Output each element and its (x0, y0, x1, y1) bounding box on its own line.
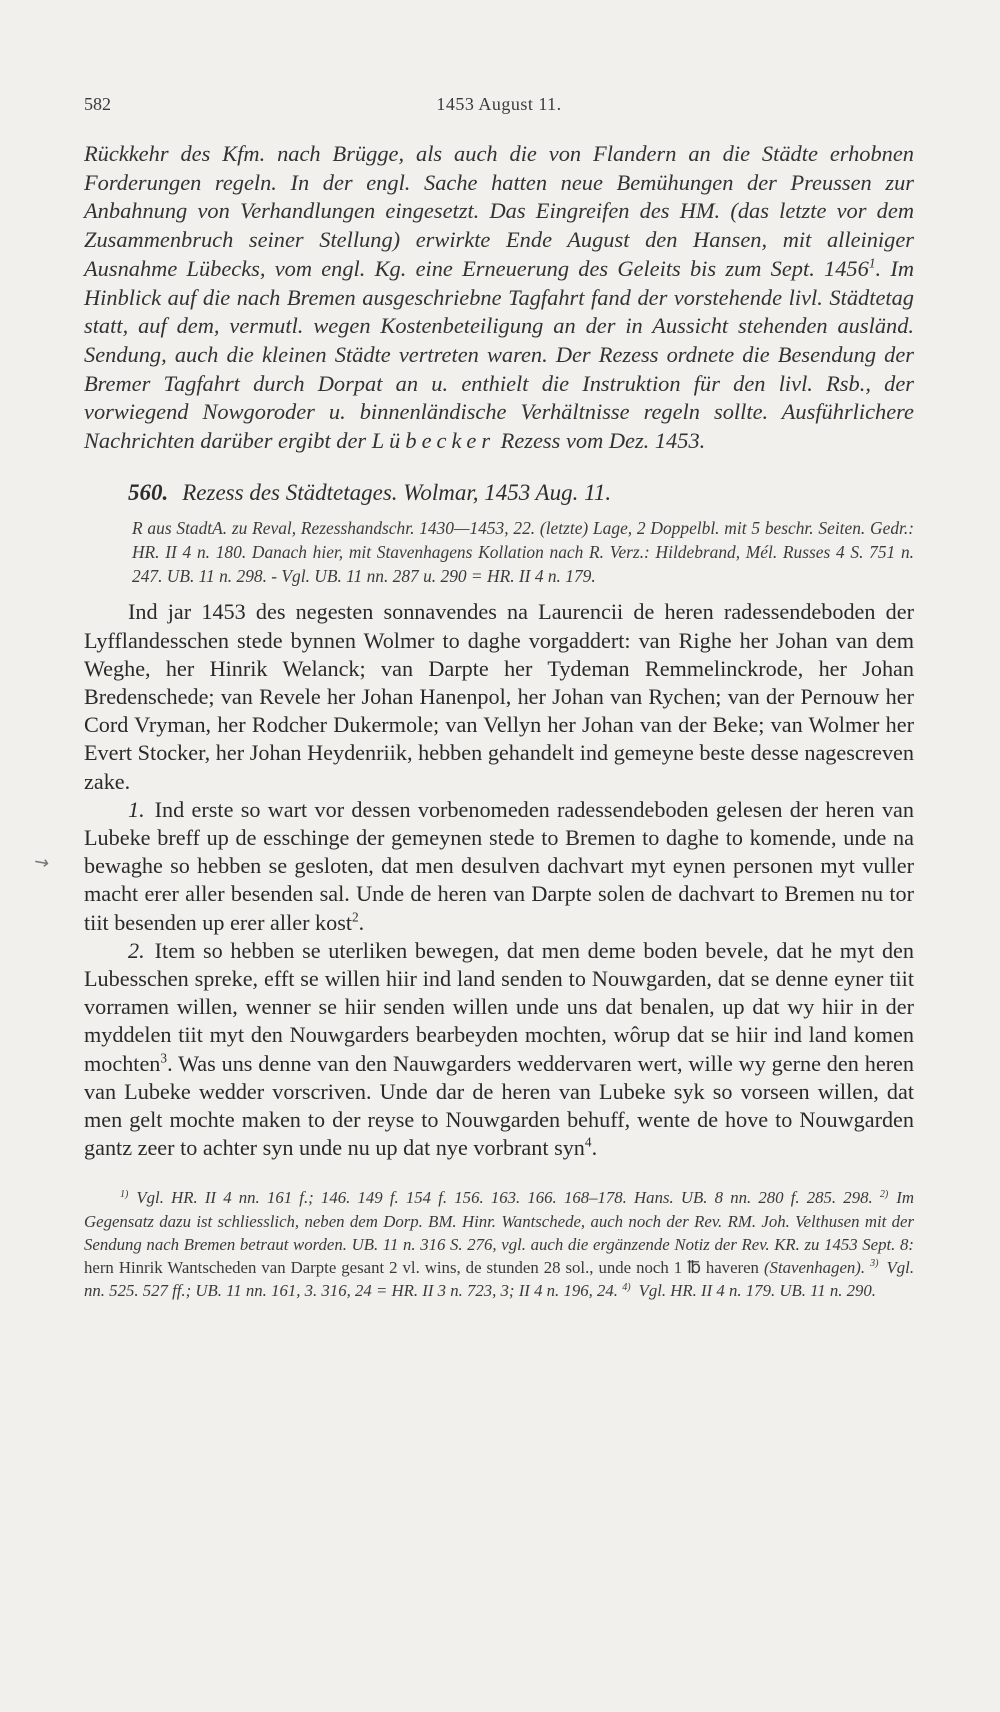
margin-pencil-mark: ↘ (29, 849, 54, 876)
footnotes (84, 1186, 914, 1302)
source-note: R aus StadtA. zu Reval, Rezesshandschr. 1430—1453, 22. (letzte) Lage, 2 Doppelbl. mit 5 beschr. Seiten. Gedr.: HR. II 4 n. 180. Danach hier, mit Stavenhagens Kollation nach R. Verz.: Hildebrand, Mél. Russes 4 S. 751 n. 247. UB. 11 n. 298. - Vgl. UB. 11 nn. 287 u. 290 = HR. II 4 n. 179. (132, 517, 914, 587)
footnote-4-mark: 4) (622, 1281, 631, 1293)
paragraph-2-text-b: . Was uns denne van den Nauwgarders weddervaren wert, wille wy gerne den heren van Lubeke wedder vorscriven. Unde dar de heren van Lubeke syk so vorseen willen, dat men gelt mochte maken to der reyse to Nouwgarden behuff, wente de hove to Nouwgarden gantz zeer to achter syn unde nu up dat nye vorbrant syn (84, 1050, 914, 1161)
footnote-2-quote: hern Hinrik Wantscheden van Darpte gesant 2 vl. wins, de stunden 28 sol., unde noch 1 ℔ haveren (84, 1258, 759, 1278)
footnote-1-2 (84, 1186, 914, 1302)
intro-text-part1: Rückkehr des Kfm. nach Brügge, als auch die von Flandern an die Städte erhobnen Forderungen regeln. In der engl. Sache hatten neue Bemühungen der Preussen zur Anbahnung von Verhandlungen eingesetzt. Das Eingreifen des HM. (das letzte vor dem Zusammenbruch seiner Stellung) erwirkte Ende August den Hansen, mit alleiniger Ausnahme Lübecks, vom engl. Kg. eine Erneuerung des Geleits bis zum Sept. 1456 (84, 141, 914, 281)
paragraph-number-1: 1. (128, 796, 145, 822)
footnote-4-text: Vgl. HR. II 4 n. 179. UB. 11 n. 290. (638, 1281, 876, 1301)
intro-spaced-word: Lübecker (371, 428, 496, 454)
running-head (84, 94, 914, 126)
running-head-date: 1453 August 11. (436, 94, 562, 114)
footnote-1-text: Vgl. HR. II 4 nn. 161 f.; 146. 149 f. 154 f. 156. 163. 166. 168–178. Hans. UB. 8 nn. 280 f. 285. 298. (136, 1188, 873, 1208)
body-paragraph-2 (84, 937, 914, 1163)
paragraph-2-text-a: Item so hebben se uterliken bewegen, dat men deme boden bevele, dat he myt den Lubesschen spreke, efft se willen hiir ind land senden to Nouwgarden, dat se denne eyner tiit vorramen willen, wenner se hiir senden willen unde uns dat benalen, up dat wy hiir in der myddelen tiit myt den Nouwgarders bearbeyden mochten, wôrup dat se hiir ind land komen mochten (84, 937, 914, 1076)
paragraph-2-end: . (591, 1135, 598, 1161)
footnote-2-tail: (Stavenhagen). (763, 1258, 866, 1278)
body-preamble: Ind jar 1453 des negesten sonnavendes na Laurencii de heren radessendeboden der Lyfflandesschen stede bynnen Wolmer to daghe vorgaddert: van Righe her Johan van dem Weghe, her Hinrik Welanck; van Darpte her Tydeman Remmelinckrode, her Johan Bredenschede; van Revele her Johan Hanenpol, her Johan van Rychen; van der Pernouw her Cord Vryman, her Rodcher Dukermole; van Vellyn her Johan van der Beke; van Wolmer her Evert Stocker, her Johan Heydenriik, hebben gehandelt ind gemeyne beste desse nagescreven zake. (84, 599, 914, 794)
footnote-2-text: Im Gegensatz dazu ist schliesslich, neben dem Dorp. BM. Hinr. Wantschede, auch noch der Rev. RM. Joh. Velthusen mit der Sendung nach Bremen betraut worden. UB. 11 n. 316 S. 276, vgl. auch die ergänzende Notiz der Rev. KR. zu 1453 Sept. 8: (84, 1188, 914, 1254)
document-body (84, 598, 914, 1162)
page-number: 582 (84, 94, 111, 114)
footnote-ref-2: 2 (352, 909, 359, 925)
intro-text-part3: Rezess vom Dez. 1453. (500, 428, 706, 454)
paragraph-1-text: Ind erste so wart vor dessen vorbenomeden radessendeboden gelesen der heren van Lubeke breff up de esschinge der gemeynen stede to Bremen to daghe to komende, unde na bewaghe so hebben se gesloten, dat men desulven dachvart myt eynen personen myt vuller macht erer aller besenden sal. Unde de heren van Darpte solen de dachvart to Bremen nu tor tiit besenden up erer aller kost (84, 796, 914, 935)
document-title: Rezess des Städtetages. Wolmar, 1453 Aug. 11. (182, 479, 612, 505)
paragraph-1-end: . (358, 909, 365, 935)
footnote-3-mark: 3) (870, 1258, 879, 1270)
footnote-ref-4: 4 (584, 1134, 592, 1150)
footnote-1-mark: 1) (120, 1188, 129, 1200)
footnote-3-text: Vgl. nn. 525. 527 ff.; UB. 11 nn. 161, 3. 316, 24 = HR. II 3 n. 723, 3; II 4 n. 196, 24. (84, 1258, 915, 1301)
footnote-ref-3: 3 (160, 1050, 168, 1066)
paragraph-number-2: 2. (128, 937, 145, 963)
footnote-ref-1: 1 (868, 255, 876, 271)
intro-text-part2: . Im Hinblick auf die nach Bremen ausgeschriebne Tagfahrt fand der vorstehende livl. Städtetag statt, auf dem, vermutl. wegen Kostenbeteiligung an der in Aussicht stehenden ausländ. Sendung, auch die kleinen Städte vertreten waren. Der Rezess ordnete die Besendung der Bremer Tagfahrt durch Dorpat an u. enthielt die Instruktion für den livl. Rsb., der vorwiegend Nowgoroder u. binnenländische Verhältnisse regeln sollte. Ausführlichere Nachrichten darüber ergibt der (84, 255, 914, 454)
body-paragraph-1 (84, 796, 914, 937)
document-number: 560. (128, 479, 169, 505)
footnote-2-mark: 2) (879, 1188, 889, 1200)
document-heading (128, 478, 914, 508)
introduction-paragraph (84, 140, 914, 456)
